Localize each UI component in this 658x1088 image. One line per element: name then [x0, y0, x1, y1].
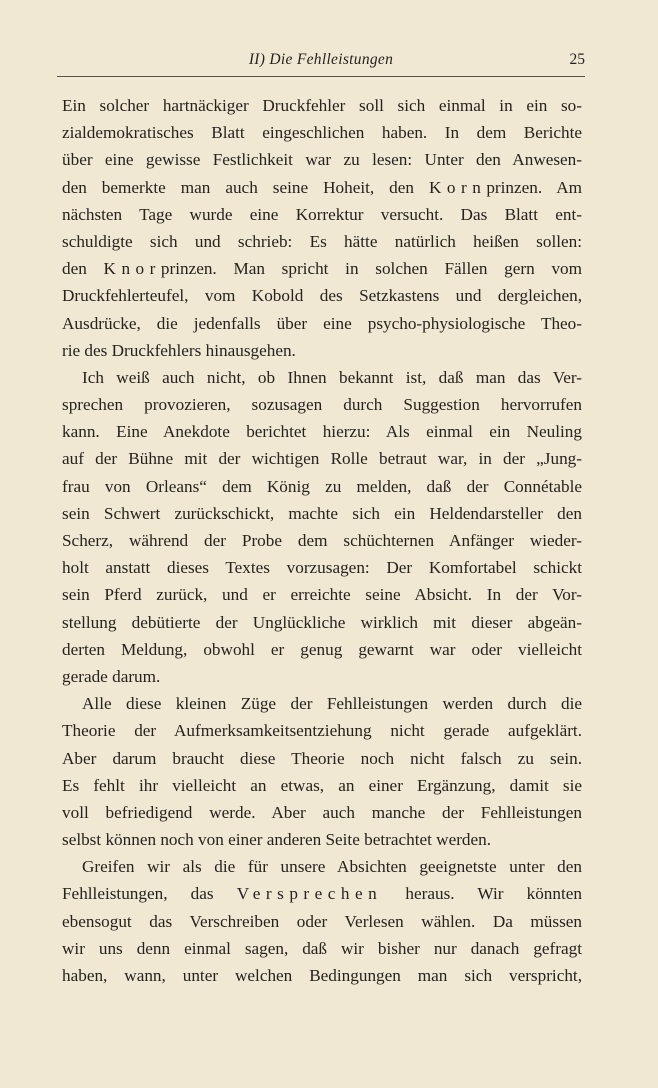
text-segment: heraus. Wir könnten [382, 884, 582, 904]
text-line: holt anstatt dieses Textes vorzusagen: Der Komfortabel schickt [62, 558, 582, 578]
text-line: gerade darum. [62, 666, 161, 686]
text-line: derten Meldung, obwohl er genug gewarnt war oder vielleicht [62, 639, 582, 659]
text-line: Scherz, während der Probe dem schüchternen Anfänger wieder- [62, 531, 582, 550]
chapter-title: II) Die Fehlleistungen [248, 51, 394, 68]
text-segment: den [62, 259, 104, 279]
header-rule [57, 76, 585, 77]
text-segment: prinzen. Man spricht in solchen Fällen gern vom [160, 259, 582, 279]
text-line: Alle diese kleinen Züge der Fehlleistungen werden durch die [82, 694, 582, 714]
text-segment: Fehlleistungen, das [62, 884, 237, 904]
text-line: zialdemokratisches Blatt eingeschlichen haben. In dem Berichte [62, 123, 582, 143]
text-line: Aber darum braucht diese Theorie noch nicht falsch zu sein. [62, 748, 582, 768]
text-line: stellung debütierte der Unglückliche wirklich mit dieser abgeän- [62, 612, 582, 632]
text-segment: den bemerkte man auch seine Hoheit, den [62, 177, 429, 197]
text-line: kann. Eine Anekdote berichtet hierzu: Als einmal ein Neuling [62, 422, 582, 442]
text-line: Ich weiß auch nicht, ob Ihnen bekannt ist, daß man das Ver- [82, 367, 582, 387]
text-line: sprechen provozieren, sozusagen durch Suggestion hervorrufen [62, 395, 582, 415]
text-line: nächsten Tage wurde eine Korrektur versucht. Das Blatt ent- [62, 204, 582, 224]
text-line: Ausdrücke, die jedenfalls über eine psycho-physiologische Theo- [62, 313, 582, 333]
text-line: Theorie der Aufmerksamkeitsentziehung nicht gerade aufgeklärt. [62, 721, 582, 741]
spaced-emphasis: Versprechen [236, 884, 383, 904]
text-line: haben, wann, unter welchen Bedingungen man sich verspricht, [62, 966, 582, 985]
text-line: selbst können noch von einer anderen Seite betrachtet werden. [62, 830, 492, 850]
text-line: sein Schwert zurückschickt, machte sich ein Heldendarsteller den [62, 503, 582, 523]
text-line: wir uns denn einmal sagen, daß wir bisher nur danach gefragt [62, 938, 582, 958]
text-line: Ein solcher hartnäckiger Druckfehler soll sich einmal in ein so- [62, 96, 582, 115]
text-line [62, 174, 582, 201]
body-text [62, 92, 582, 989]
running-header [57, 51, 585, 73]
text-line: frau von Orleans“ dem König zu melden, daß der Connétable [62, 476, 582, 496]
text-line [62, 255, 582, 282]
text-line: Druckfehlerteufel, vom Kobold des Setzkastens und dergleichen, [62, 286, 582, 306]
text-line: voll befriedigend werde. Aber auch manche der Fehlleistungen [62, 802, 582, 822]
text-line: sein Pferd zurück, und er erreichte seine Absicht. In der Vor- [62, 585, 582, 605]
page-number: 25 [569, 51, 585, 68]
text-line: auf der Bühne mit der wichtigen Rolle betraut war, in der „Jung- [62, 449, 582, 469]
text-line: über eine gewisse Festlichkeit war zu lesen: Unter den Anwesen- [62, 150, 582, 170]
spaced-emphasis: Knor [103, 259, 161, 279]
spaced-emphasis: Korn [428, 177, 487, 197]
text-line: schuldigte sich und schrieb: Es hätte natürlich heißen sollen: [62, 231, 582, 251]
text-segment: prinzen. Am [486, 177, 582, 197]
text-line: rie des Druckfehlers hinausgehen. [62, 340, 296, 360]
text-line [62, 880, 582, 907]
text-line: Greifen wir als die für unsere Absichten geeignetste unter den [82, 857, 582, 877]
text-line: Es fehlt ihr vielleicht an etwas, an einer Ergänzung, damit sie [62, 775, 582, 795]
text-line: ebensogut das Verschreiben oder Verlesen wählen. Da müssen [62, 911, 582, 931]
